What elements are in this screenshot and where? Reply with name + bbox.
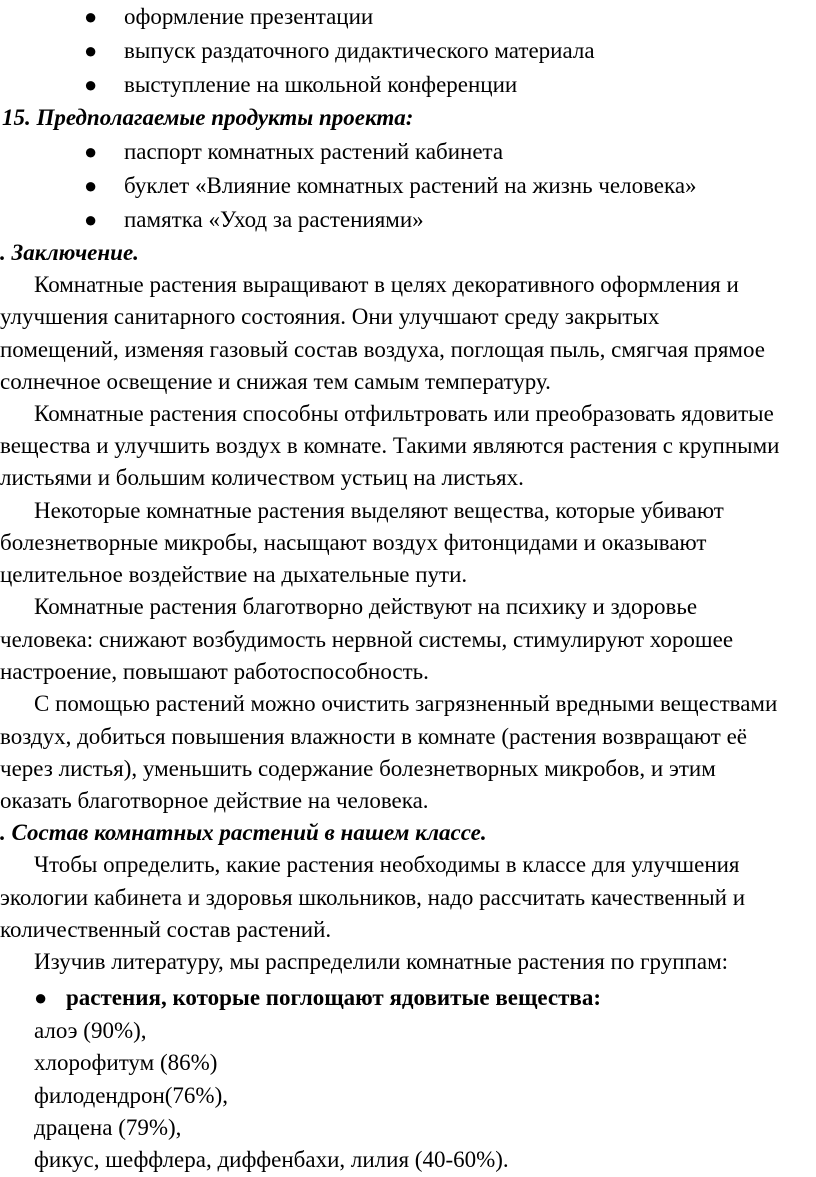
paragraph-line: Комнатные растения благотворно действуют на психику и здоровье — [34, 594, 698, 619]
section-heading: . Заключение. — [0, 240, 139, 265]
group-title: растения, которые поглощают ядовитые вещества: — [66, 985, 601, 1010]
bullet-icon: ● — [34, 985, 48, 1010]
section-heading: 15. Предполагаемые продукты проекта: — [2, 105, 414, 130]
bullet-icon: ● — [84, 38, 98, 63]
list-item: драцена (79%), — [34, 1115, 182, 1140]
list-item: алоэ (90%), — [34, 1018, 147, 1043]
paragraph-line: целительное воздействие на дыхательные пути. — [0, 562, 468, 587]
bullet-icon: ● — [84, 173, 98, 198]
list-item: выступление на школьной конференции — [124, 72, 518, 97]
paragraph-line: Комнатные растения способны отфильтровать или преобразовать ядовитые — [34, 401, 774, 426]
list-item: буклет «Влияние комнатных растений на жизнь человека» — [124, 173, 697, 198]
paragraph-line: солнечное освещение и снижая тем самым температуру. — [0, 369, 551, 394]
paragraph-line: Комнатные растения выращивают в целях декоративного оформления и — [34, 272, 739, 297]
paragraph-line: улучшения санитарного состояния. Они улучшают среду закрытых — [0, 304, 660, 329]
paragraph-line: С помощью растений можно очистить загрязненный вредными веществами — [34, 691, 778, 716]
paragraph-line: Чтобы определить, какие растения необходимы в классе для улучшения — [34, 852, 740, 877]
section-heading: . Состав комнатных растений в нашем классе. — [0, 820, 487, 845]
paragraph-line: листьями и большим количеством устьиц на листьях. — [0, 465, 524, 490]
paragraph-line: человека: снижают возбудимость нервной системы, стимулируют хорошее — [0, 627, 734, 652]
paragraph-line: оказать благотворное действие на человека. — [0, 788, 429, 813]
paragraph-line: воздух, добиться повышения влажности в комнате (растения возвращают её — [0, 724, 748, 749]
list-item: оформление презентации — [124, 4, 374, 29]
list-item: фикус, шеффлера, диффенбахи, лилия (40-60%). — [34, 1147, 509, 1172]
bullet-icon: ● — [84, 207, 98, 232]
paragraph-line: настроение, повышают работоспособность. — [0, 659, 429, 684]
bullet-icon: ● — [84, 139, 98, 164]
bullet-icon: ● — [84, 72, 98, 97]
paragraph-line: помещений, изменяя газовый состав воздуха, поглощая пыль, смягчая прямое — [0, 337, 765, 362]
list-item: филодендрон(76%), — [34, 1083, 228, 1108]
list-item: выпуск раздаточного дидактического материала — [124, 38, 595, 63]
paragraph-line: экологии кабинета и здоровья школьников, надо рассчитать качественный и — [0, 885, 746, 910]
paragraph-line: через листья), уменьшить содержание болезнетворных микробов, и этим — [0, 756, 716, 781]
paragraph-line: болезнетворные микробы, насыщают воздух фитонцидами и оказывают — [0, 530, 707, 555]
paragraph-line: вещества и улучшить воздух в комнате. Такими являются растения с крупными — [0, 433, 780, 458]
list-item: памятка «Уход за растениями» — [124, 207, 424, 232]
list-item: хлорофитум (86%) — [34, 1050, 218, 1075]
paragraph-line: Изучив литературу, мы распределили комнатные растения по группам: — [34, 949, 729, 974]
paragraph-line: количественный состав растений. — [0, 917, 332, 942]
list-item: паспорт комнатных растений кабинета — [124, 139, 504, 164]
bullet-icon: ● — [84, 4, 98, 29]
paragraph-line: Некоторые комнатные растения выделяют вещества, которые убивают — [34, 498, 724, 523]
